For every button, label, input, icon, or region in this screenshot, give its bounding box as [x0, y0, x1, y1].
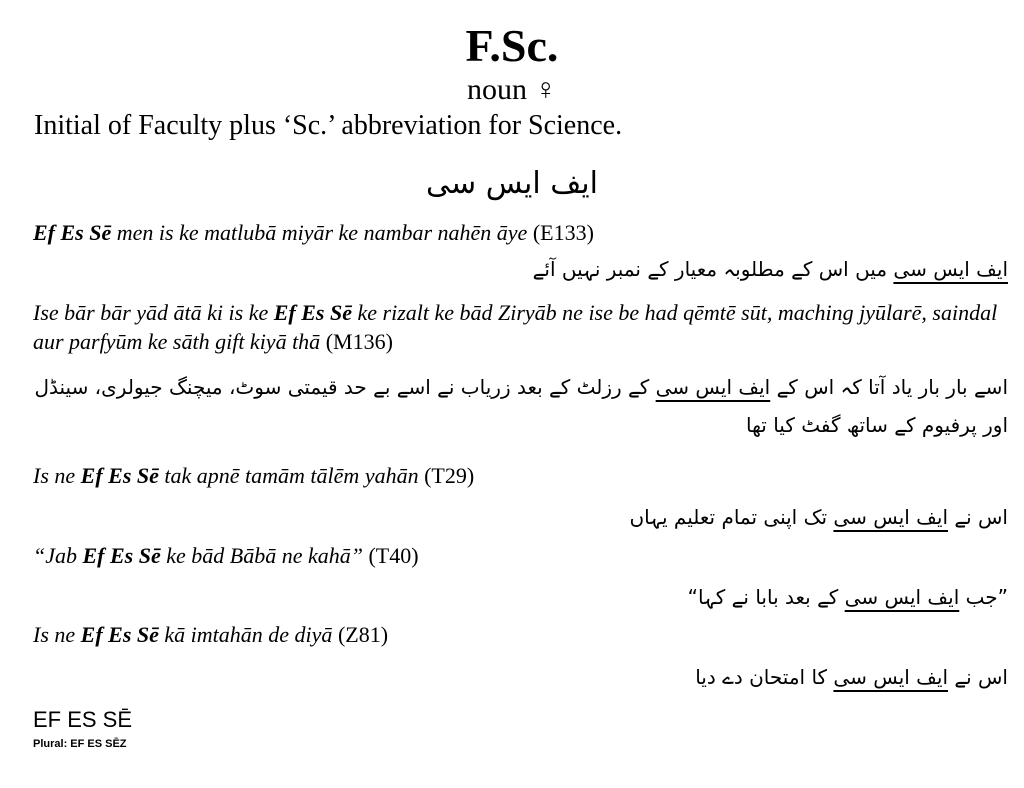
example-urdu-post: کے بعد بابا نے کہا“ [687, 585, 845, 609]
example-source-ref: (E133) [532, 220, 594, 245]
example-urdu-pre: اس نے [948, 665, 1008, 689]
headword: F.Sc. [465, 20, 559, 71]
example-roman [33, 461, 1008, 490]
example-urdu-term: ایف ایس سی [893, 257, 1008, 281]
example-urdu-post: میں اس کے مطلوبہ معیار کے نمبر نہیں آئے [532, 257, 894, 281]
example-urdu [33, 500, 1008, 534]
example-roman-term: Ef Es Sē [80, 622, 159, 647]
example-roman-term: Ef Es Sē [273, 300, 352, 325]
example-roman-term: Ef Es Sē [33, 220, 112, 245]
example-roman-pre: Is ne [33, 463, 81, 488]
example-source-ref: (T29) [424, 463, 475, 488]
example-urdu [33, 580, 1008, 614]
example-urdu [33, 660, 1008, 694]
example-roman-term: Ef Es Sē [82, 543, 161, 568]
example-roman-post: ke bād Bābā ne kahā” [160, 543, 363, 568]
example-roman [33, 298, 1008, 356]
example-roman-term: Ef Es Sē [80, 463, 159, 488]
example-urdu-pre: ”جب [959, 585, 1008, 609]
example-roman-pre: “Jab [33, 543, 83, 568]
example-urdu-term: ایف ایس سی [833, 505, 949, 529]
example-roman-pre: Is ne [33, 622, 81, 647]
example-roman-post: tak apnē tamām tālēm yahān [158, 463, 419, 488]
example-source-ref: (Z81) [337, 622, 389, 647]
example-urdu-term: ایف ایس سی [833, 665, 949, 689]
example-roman-pre: Ise bār bār yād ātā ki is ke [33, 300, 274, 325]
example-urdu-term: ایف ایس سی [655, 375, 771, 399]
example-urdu-post: کے رزلٹ کے بعد زریاب نے اسے بے حد قیمتی سوٹ، میچنگ جیولری، سینڈل اور پرفیوم کے ساتھ گفٹ کیا تھا [34, 375, 1008, 437]
example-urdu-post: تک اپنی تمام تعلیم یہاں [629, 505, 834, 529]
inflected-form: EF ES SĒ [33, 707, 133, 732]
example-source-ref: (M136) [325, 329, 393, 354]
example-urdu [33, 368, 1008, 444]
example-roman [33, 620, 1008, 649]
example-urdu-pre: اس نے [948, 505, 1008, 529]
example-roman [33, 218, 1008, 247]
part-of-speech: noun ♀ [467, 73, 557, 106]
etymology: Initial of Faculty plus ‘Sc.’ abbreviation for Science. [34, 110, 623, 141]
example-urdu-post: کا امتحان دے دیا [695, 665, 834, 689]
example-source-ref: (T40) [368, 543, 419, 568]
plural-form: Plural: EF ES SĒZ [33, 738, 127, 750]
example-urdu [33, 252, 1008, 286]
example-urdu-pre: اسے بار بار یاد آتا کہ اس کے [770, 375, 1008, 399]
example-roman-post: men is ke matlubā miyār ke nambar nahēn āye [111, 220, 528, 245]
example-roman-post: ke rizalt ke bād Ziryāb ne ise be had qēmtē sūt, maching jyūlarē, saindal aur parfyūm ke sāth gift kiyā thā [33, 300, 998, 354]
example-roman-post: kā imtahān de diyā [158, 622, 333, 647]
example-urdu-term: ایف ایس سی [844, 585, 960, 609]
urdu-headword: ایف ایس سی [426, 166, 598, 201]
example-roman [33, 541, 1008, 570]
